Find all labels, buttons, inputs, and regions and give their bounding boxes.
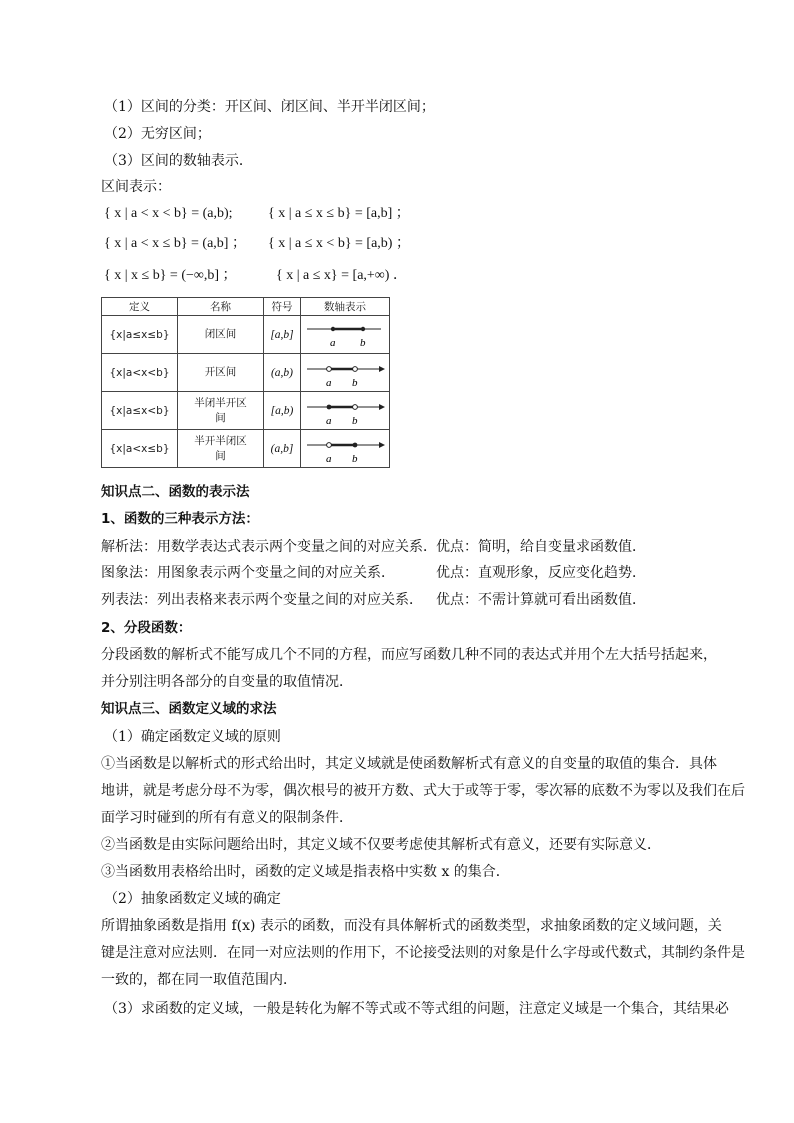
method-analytic-advantage: 优点：简明，给自变量求函数值． — [436, 539, 646, 555]
principle-1-line-1: ①当函数是以解析式的形式给出时，其定义域就是使函数解析式有意义的自变量的取值的集合．具体 — [101, 756, 717, 772]
section2-subtitle-piecewise: 2、分段函数： — [101, 620, 192, 636]
row-number-line — [301, 392, 390, 430]
abstract-function-heading: （2）抽象函数定义域的确定 — [104, 891, 281, 907]
method-table: 列表法：列出表格来表示两个变量之间的对应关系． — [101, 592, 423, 608]
interval-notation-label: 区间表示： — [101, 179, 171, 195]
svg-text:a: a — [326, 452, 332, 465]
table-row — [102, 354, 390, 392]
svg-text:b: b — [360, 336, 366, 349]
row-name: 半闭半开区间 — [178, 392, 264, 430]
svg-text:a: a — [326, 414, 332, 427]
table-row — [102, 316, 390, 354]
table-row — [102, 430, 390, 468]
abstract-function-line-1: 所谓抽象函数是指用 f(x) 表示的函数，而没有具体解析式的函数类型，求抽象函数的定义域问题，关 — [101, 918, 722, 934]
row-name: 闭区间 — [178, 316, 264, 354]
formula-open-interval: { x | a < x < b} = (a,b); — [104, 206, 233, 221]
row-definition: {x|a<x≤b} — [102, 430, 178, 468]
row-number-line — [301, 430, 390, 468]
section3-title: 知识点三、函数定义域的求法 — [101, 701, 277, 717]
formula-neg-infinite-interval: { x | x ≤ b} = (−∞,b] ； — [104, 268, 237, 283]
table-header-row — [102, 298, 390, 316]
row-name: 半开半闭区间 — [178, 430, 264, 468]
header-number-line: 数轴表示 — [301, 298, 390, 316]
row-number-line — [301, 354, 390, 392]
method-analytic: 解析法：用数学表达式表示两个变量之间的对应关系． — [101, 539, 437, 555]
domain-inequality-line: （3）求函数的定义域，一般是转化为解不等式或不等式组的问题，注意定义域是一个集合，其结果必 — [104, 1001, 729, 1017]
domain-principle-heading: （1）确定函数定义域的原则 — [104, 729, 281, 745]
abstract-function-line-3: 一致的，都在同一取值范围内． — [101, 972, 297, 988]
piecewise-paragraph-line-2: 并分别注明各部分的自变量的取值情况． — [101, 674, 353, 690]
piecewise-paragraph-line-1: 分段函数的解析式不能写成几个不同的方程，而应写函数几种不同的表达式并用个左大括号括起来， — [101, 647, 717, 663]
row-definition: {x|a≤x<b} — [102, 392, 178, 430]
svg-text:b: b — [352, 376, 358, 389]
svg-text:a: a — [326, 376, 332, 389]
row-symbol: (a,b) — [264, 354, 301, 392]
svg-text:b: b — [352, 452, 358, 465]
row-symbol: [a,b) — [264, 392, 301, 430]
row-definition: {x|a≤x≤b} — [102, 316, 178, 354]
infinite-interval-line: （2）无穷区间； — [104, 126, 211, 142]
header-name: 名称 — [178, 298, 264, 316]
number-line-half-open — [305, 433, 385, 465]
number-line-representation-line: （3）区间的数轴表示． — [104, 153, 253, 169]
row-symbol: [a,b] — [264, 316, 301, 354]
formula-right-open-interval: { x | a ≤ x < b} = [a,b) ； — [268, 236, 410, 251]
row-definition: {x|a<x<b} — [102, 354, 178, 392]
row-number-line — [301, 316, 390, 354]
svg-text:b: b — [352, 414, 358, 427]
interval-table — [101, 297, 390, 468]
row-symbol: (a,b] — [264, 430, 301, 468]
section2-subtitle-methods: 1、函数的三种表示方法： — [101, 511, 259, 527]
principle-1-line-2: 地讲，就是考虑分母不为零，偶次根号的被开方数、式大于或等于零，零次幂的底数不为零以及我们在后 — [101, 783, 745, 799]
header-symbol: 符号 — [264, 298, 301, 316]
header-definition: 定义 — [102, 298, 178, 316]
principle-1-line-3: 面学习时碰到的所有有意义的限制条件． — [101, 810, 353, 826]
abstract-function-line-2: 键是注意对应法则．在同一对应法则的作用下，不论接受法则的对象是什么字母或代数式，其制约条件是 — [101, 945, 745, 961]
row-name: 开区间 — [178, 354, 264, 392]
number-line-half-closed — [305, 395, 385, 427]
formula-left-open-interval: { x | a < x ≤ b} = (a,b] ； — [104, 236, 246, 251]
svg-text:a: a — [330, 336, 336, 349]
method-graph-advantage: 优点：直观形象，反应变化趋势． — [436, 565, 646, 581]
principle-3-line: ③当函数用表格给出时，函数的定义域是指表格中实数 x 的集合． — [101, 864, 510, 880]
number-line-closed — [305, 319, 385, 351]
formula-pos-infinite-interval: { x | a ≤ x} = [a,+∞) ． — [276, 268, 407, 283]
principle-2-line: ②当函数是由实际问题给出时，其定义域不仅要考虑使其解析式有意义，还要有实际意义． — [101, 837, 661, 853]
section2-title: 知识点二、函数的表示法 — [101, 484, 250, 500]
method-table-advantage: 优点：不需计算就可看出函数值． — [436, 592, 646, 608]
interval-classification-line: （1）区间的分类：开区间、闭区间、半开半闭区间； — [104, 99, 435, 115]
method-graph: 图象法：用图象表示两个变量之间的对应关系． — [101, 565, 395, 581]
formula-closed-interval: { x | a ≤ x ≤ b} = [a,b] ； — [268, 206, 410, 221]
number-line-open — [305, 357, 385, 389]
table-row — [102, 392, 390, 430]
